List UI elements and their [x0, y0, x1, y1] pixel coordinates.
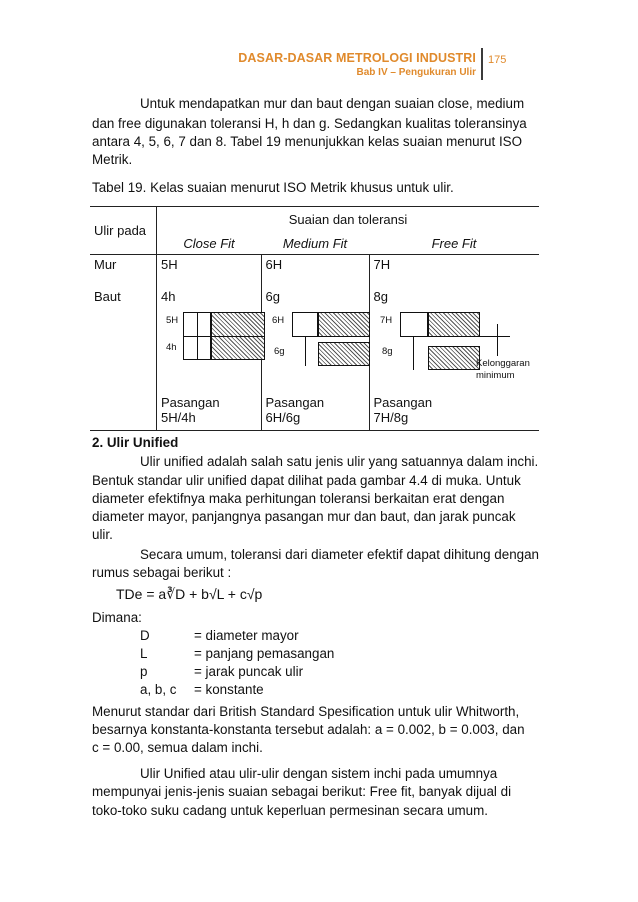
- mur-close: 5H: [157, 255, 262, 289]
- unified-p2-line-1: Secara umum, toleransi dari diameter efektif dapat dihitung dengan: [140, 547, 539, 562]
- def-desc-l: = panjang pemasangan: [194, 646, 335, 661]
- row-header: Ulir pada: [90, 207, 157, 255]
- diagram-close-bolt-zone: [211, 336, 265, 360]
- pair-medium: Pasangan 6H/6g: [261, 395, 369, 431]
- baut-medium: 6g: [261, 289, 369, 307]
- diagram-medium-arrow: [305, 336, 306, 366]
- unified-p4-line-3: toko-toko suku cadang untuk keperluan permesinan secara umum.: [92, 803, 488, 818]
- diagram-medium-bolt-zone: [318, 342, 370, 366]
- unified-p1-line-4: diameter mayor, panjangnya pasangan mur dan baut, dan jarak puncak: [92, 509, 516, 524]
- diagram-medium-bottom-label: 6g: [274, 346, 285, 357]
- diagram-free-top-label: 7H: [380, 315, 393, 326]
- diagram-close-arrow: [197, 312, 198, 360]
- clearance-label-2: minimum: [476, 370, 515, 381]
- group-header: Suaian dan toleransi: [157, 207, 540, 233]
- diagram-medium-nut-zone: [318, 312, 370, 337]
- diagram-free-bolt-zone: [428, 346, 480, 370]
- def-desc-abc: = konstante: [194, 682, 264, 697]
- row-baut-label: Baut: [94, 288, 121, 304]
- def-symbol-d: D: [140, 628, 150, 643]
- header-subtitle: Bab IV – Pengukuran Ulir: [356, 67, 476, 78]
- baut-free: 8g: [369, 289, 539, 307]
- def-symbol-l: L: [140, 646, 148, 661]
- def-desc-p: = jarak puncak ulir: [194, 664, 304, 679]
- pair-free: Pasangan 7H/8g: [369, 395, 539, 431]
- dimana-label: Dimana:: [92, 610, 142, 625]
- diagram-medium-top-label: 6H: [272, 315, 285, 326]
- section-heading: 2. Ulir Unified: [92, 435, 179, 450]
- mur-free: 7H: [369, 255, 539, 289]
- page-number: 175: [488, 54, 507, 66]
- unified-p2-line-2: rumus sebagai berikut :: [92, 565, 232, 580]
- header-title: DASAR-DASAR METROLOGI INDUSTRI: [238, 51, 476, 65]
- unified-p3-line-3: c = 0.00, semua dalam inchi.: [92, 740, 263, 755]
- unified-p3-line-1: Menurut standar dari British Standard Spesification untuk ulir Whitworth,: [92, 704, 520, 719]
- unified-p4-line-2: mempunyai jenis-jenis suaian sebagai berikut: Free fit, banyak dijual di: [92, 784, 512, 799]
- unified-p1-line-2: Bentuk standar ulir unified dapat dilihat pada gambar 4.4 di muka. Untuk: [92, 473, 521, 488]
- intro-line-4: Metrik.: [92, 152, 133, 167]
- col-free-fit: Free Fit: [369, 233, 539, 255]
- col-close-fit: Close Fit: [157, 233, 262, 255]
- intro-line-3: antara 4, 5, 6, 7 dan 8. Tabel 19 menunjukkan kelas suaian menurut ISO: [92, 134, 523, 149]
- baut-close: 4h: [157, 289, 262, 307]
- clearance-label-1: Kelonggaran: [476, 358, 530, 369]
- def-symbol-p: p: [140, 664, 148, 679]
- diagram-close-nut-zone: [211, 312, 265, 337]
- diagram-free-nut-gap: [400, 312, 428, 337]
- def-desc-d: = diameter mayor: [194, 628, 299, 643]
- pair-close: Pasangan 5H/4h: [157, 395, 262, 431]
- header-divider: [481, 48, 483, 80]
- unified-p1-line-1: Ulir unified adalah salah satu jenis ulir yang satuannya dalam inchi.: [140, 454, 539, 469]
- diagram-medium-nut-gap: [292, 312, 318, 337]
- diagram-free-nut-zone: [428, 312, 480, 337]
- unified-p1-line-3: diameter efektifnya maka perhitungan toleransi berkaitan erat dengan: [92, 491, 505, 506]
- unified-p1-line-5: ulir.: [92, 527, 113, 542]
- unified-p3-line-2: besarnya konstanta-konstanta tersebut adalah: a = 0.002, b = 0.003, dan: [92, 722, 525, 737]
- diagram-close-top-label: 5H: [166, 315, 179, 326]
- def-symbol-abc: a, b, c: [140, 682, 177, 697]
- clearance-arrow: [497, 324, 498, 356]
- intro-line-2: dan free digunakan toleransi H, h dan g. Sedangkan kualitas toleransinya: [92, 116, 527, 131]
- diagram-free-arrow: [413, 336, 414, 370]
- row-mur-label: Mur: [94, 257, 117, 272]
- unified-p4-line-1: Ulir Unified atau ulir-ulir dengan sistem inchi pada umumnya: [140, 766, 498, 781]
- diagram-free-bottom-label: 8g: [382, 346, 393, 357]
- intro-line-1: Untuk mendapatkan mur dan baut dengan suaian close, medium: [140, 96, 525, 111]
- tolerance-formula: TDe = a∛D + b√L + c√p: [116, 586, 263, 602]
- diagram-close-bottom-label: 4h: [166, 342, 177, 353]
- mur-medium: 6H: [261, 255, 369, 289]
- col-medium-fit: Medium Fit: [261, 233, 369, 255]
- table-caption: Tabel 19. Kelas suaian menurut ISO Metrik khusus untuk ulir.: [92, 180, 454, 195]
